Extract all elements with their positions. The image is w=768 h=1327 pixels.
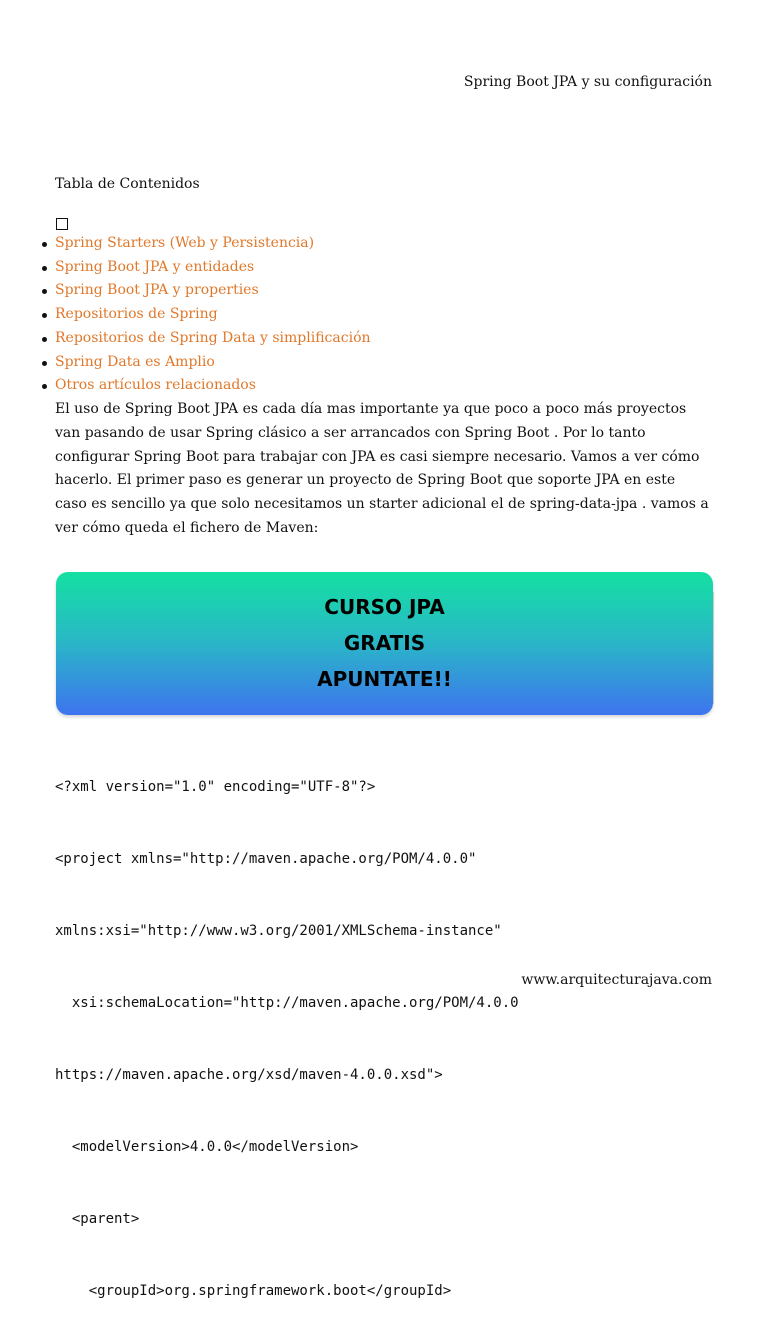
- page-header-title: Spring Boot JPA y su configuración: [463, 74, 712, 90]
- toc-link-spring-starters[interactable]: Spring Starters (Web y Persistencia): [55, 232, 371, 256]
- code-line: <groupId>org.springframework.boot</groupId>: [55, 1283, 452, 1299]
- code-line: <project xmlns="http://maven.apache.org/POM/4.0.0": [55, 851, 477, 867]
- code-line: xmlns:xsi="http://www.w3.org/2001/XMLSchema-instance": [55, 923, 502, 939]
- promo-banner-button[interactable]: [56, 572, 713, 715]
- intro-line: caso es sencillo ya que solo necesitamos un starter adicional el de spring-data-jpa . vamos a: [55, 496, 709, 513]
- toc-title: Tabla de Contenidos: [55, 176, 200, 192]
- promo-line-free: GRATIS: [343, 631, 426, 655]
- intro-line: hacerlo. El primer paso es generar un proyecto de Spring Boot que soporte JPA en este: [55, 472, 676, 489]
- toc-list: [55, 232, 371, 398]
- intro-line: configurar Spring Boot para trabajar con JPA es casi siempre necesario. Vamos a ver cómo: [55, 448, 700, 465]
- code-line: <parent>: [55, 1211, 140, 1227]
- intro-line: El uso de Spring Boot JPA es cada día mas importante ya que poco a poco más proyectos: [55, 401, 687, 417]
- promo-line-course: CURSO JPA: [324, 595, 445, 619]
- promo-line-signup: APUNTATE!!: [317, 667, 452, 691]
- code-line: <?xml version="1.0" encoding="UTF-8"?>: [55, 779, 376, 795]
- toc-link-spring-data-amplio[interactable]: Spring Data es Amplio: [55, 351, 371, 375]
- checkbox-icon[interactable]: [56, 218, 68, 230]
- code-line: xsi:schemaLocation="http://maven.apache.org/POM/4.0.0: [55, 995, 519, 1011]
- code-line: <modelVersion>4.0.0</modelVersion>: [55, 1139, 359, 1155]
- footer-url: www.arquitecturajava.com: [521, 972, 712, 988]
- toc-link-otros-articulos[interactable]: Otros artículos relacionados: [55, 374, 371, 398]
- toc-link-jpa-entidades[interactable]: Spring Boot JPA y entidades: [55, 256, 371, 280]
- toc-link-repositorios[interactable]: Repositorios de Spring: [55, 303, 371, 327]
- intro-line: van pasando de usar Spring clásico a ser arrancados con Spring Boot . Por lo tanto: [55, 424, 646, 441]
- code-line: https://maven.apache.org/xsd/maven-4.0.0.xsd">: [55, 1067, 443, 1083]
- intro-line: ver cómo queda el fichero de Maven:: [55, 519, 319, 536]
- toc-link-repositorios-data[interactable]: Repositorios de Spring Data y simplificación: [55, 327, 371, 351]
- intro-paragraph: [55, 398, 715, 541]
- toc-link-jpa-properties[interactable]: Spring Boot JPA y properties: [55, 279, 371, 303]
- code-block: [55, 727, 519, 1327]
